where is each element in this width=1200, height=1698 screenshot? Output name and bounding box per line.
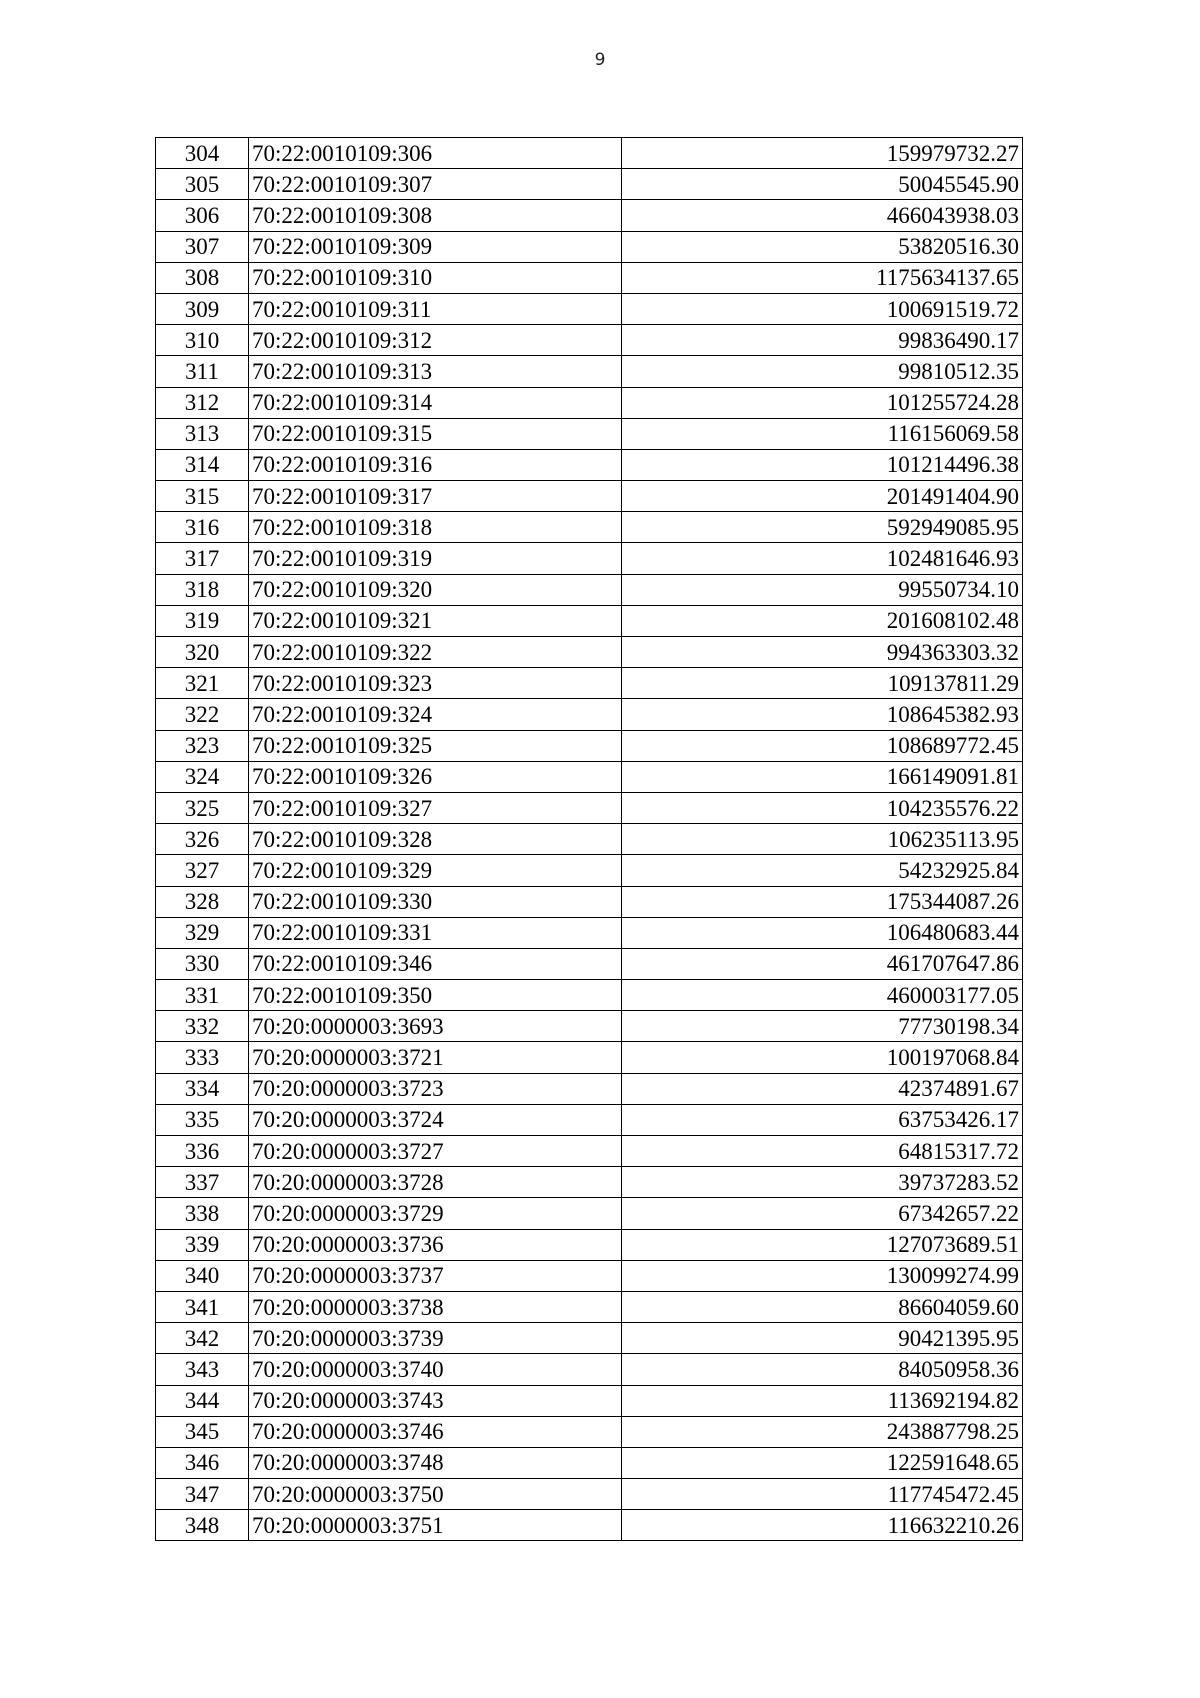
table-row: [156, 574, 1023, 605]
cadastral-value-cell: 90421395.95: [622, 1323, 1023, 1354]
cadastral-value-cell: 201491404.90: [622, 481, 1023, 512]
row-number-cell: 321: [156, 668, 249, 699]
table-row: [156, 605, 1023, 636]
cadastral-value-cell: 592949085.95: [622, 512, 1023, 543]
cadastral-number-cell: 70:22:0010109:325: [249, 730, 622, 761]
cadastral-value-cell: 42374891.67: [622, 1073, 1023, 1104]
cadastral-number-cell: 70:20:0000003:3724: [249, 1104, 622, 1135]
cadastral-number-cell: 70:20:0000003:3723: [249, 1073, 622, 1104]
cadastral-value-cell: 99550734.10: [622, 574, 1023, 605]
table-row: [156, 1323, 1023, 1354]
cadastral-number-cell: 70:22:0010109:323: [249, 668, 622, 699]
row-number-cell: 332: [156, 1011, 249, 1042]
cadastral-value-cell: 86604059.60: [622, 1291, 1023, 1322]
table-row: [156, 1510, 1023, 1541]
cadastral-number-cell: 70:22:0010109:320: [249, 574, 622, 605]
cadastral-number-cell: 70:22:0010109:310: [249, 262, 622, 293]
table-row: [156, 1011, 1023, 1042]
table-row: [156, 886, 1023, 917]
cadastral-value-cell: 130099274.99: [622, 1260, 1023, 1291]
row-number-cell: 313: [156, 418, 249, 449]
cadastral-value-cell: 54232925.84: [622, 855, 1023, 886]
cadastral-number-cell: 70:22:0010109:350: [249, 980, 622, 1011]
cadastral-number-cell: 70:20:0000003:3748: [249, 1447, 622, 1478]
table-row: [156, 387, 1023, 418]
cadastral-number-cell: 70:22:0010109:306: [249, 138, 622, 169]
row-number-cell: 325: [156, 792, 249, 823]
cadastral-value-cell: 159979732.27: [622, 138, 1023, 169]
cadastral-value-cell: 100691519.72: [622, 293, 1023, 324]
row-number-cell: 339: [156, 1229, 249, 1260]
table-row: [156, 1291, 1023, 1322]
cadastral-value-cell: 77730198.34: [622, 1011, 1023, 1042]
cadastral-value-cell: 460003177.05: [622, 980, 1023, 1011]
cadastral-value-cell: 116632210.26: [622, 1510, 1023, 1541]
table-row: [156, 792, 1023, 823]
cadastral-number-cell: 70:20:0000003:3739: [249, 1323, 622, 1354]
table-row: [156, 1167, 1023, 1198]
table-row: [156, 1198, 1023, 1229]
row-number-cell: 305: [156, 169, 249, 200]
cadastral-value-cell: 108645382.93: [622, 699, 1023, 730]
row-number-cell: 333: [156, 1042, 249, 1073]
row-number-cell: 315: [156, 481, 249, 512]
table-row: [156, 293, 1023, 324]
cadastral-number-cell: 70:20:0000003:3740: [249, 1354, 622, 1385]
cadastral-value-cell: 994363303.32: [622, 637, 1023, 668]
table-row: [156, 200, 1023, 231]
row-number-cell: 327: [156, 855, 249, 886]
cadastral-number-cell: 70:22:0010109:308: [249, 200, 622, 231]
row-number-cell: 319: [156, 605, 249, 636]
table-row: [156, 699, 1023, 730]
table-row: [156, 1447, 1023, 1478]
cadastral-number-cell: 70:20:0000003:3751: [249, 1510, 622, 1541]
cadastral-number-cell: 70:22:0010109:331: [249, 917, 622, 948]
cadastral-number-cell: 70:20:0000003:3746: [249, 1416, 622, 1447]
row-number-cell: 348: [156, 1510, 249, 1541]
cadastral-value-cell: 84050958.36: [622, 1354, 1023, 1385]
cadastral-number-cell: 70:22:0010109:328: [249, 824, 622, 855]
row-number-cell: 309: [156, 293, 249, 324]
table-row: [156, 356, 1023, 387]
cadastral-value-cell: 104235576.22: [622, 792, 1023, 823]
cadastral-value-cell: 116156069.58: [622, 418, 1023, 449]
table-row: [156, 1416, 1023, 1447]
row-number-cell: 310: [156, 325, 249, 356]
table-row: [156, 1042, 1023, 1073]
cadastral-number-cell: 70:22:0010109:322: [249, 637, 622, 668]
row-number-cell: 346: [156, 1447, 249, 1478]
cadastral-value-cell: 461707647.86: [622, 948, 1023, 979]
cadastral-value-cell: 243887798.25: [622, 1416, 1023, 1447]
table-row: [156, 449, 1023, 480]
cadastral-value-cell: 1175634137.65: [622, 262, 1023, 293]
table-row: [156, 948, 1023, 979]
cadastral-number-cell: 70:22:0010109:326: [249, 761, 622, 792]
cadastral-number-cell: 70:22:0010109:311: [249, 293, 622, 324]
cadastral-value-cell: 106480683.44: [622, 917, 1023, 948]
cadastral-number-cell: 70:22:0010109:317: [249, 481, 622, 512]
row-number-cell: 331: [156, 980, 249, 1011]
cadastral-number-cell: 70:22:0010109:314: [249, 387, 622, 418]
cadastral-number-cell: 70:20:0000003:3728: [249, 1167, 622, 1198]
cadastral-number-cell: 70:20:0000003:3736: [249, 1229, 622, 1260]
cadastral-value-cell: 175344087.26: [622, 886, 1023, 917]
cadastral-value-cell: 201608102.48: [622, 605, 1023, 636]
row-number-cell: 342: [156, 1323, 249, 1354]
table-row: [156, 730, 1023, 761]
cadastral-value-cell: 63753426.17: [622, 1104, 1023, 1135]
table-row: [156, 481, 1023, 512]
cadastral-value-cell: 39737283.52: [622, 1167, 1023, 1198]
cadastral-number-cell: 70:22:0010109:329: [249, 855, 622, 886]
row-number-cell: 336: [156, 1136, 249, 1167]
cadastral-value-cell: 127073689.51: [622, 1229, 1023, 1260]
table-row: [156, 761, 1023, 792]
row-number-cell: 337: [156, 1167, 249, 1198]
row-number-cell: 340: [156, 1260, 249, 1291]
row-number-cell: 347: [156, 1479, 249, 1510]
cadastral-number-cell: 70:22:0010109:309: [249, 231, 622, 262]
row-number-cell: 344: [156, 1385, 249, 1416]
cadastral-value-cell: 99810512.35: [622, 356, 1023, 387]
row-number-cell: 314: [156, 449, 249, 480]
table-row: [156, 231, 1023, 262]
table-body: [156, 138, 1023, 1541]
cadastral-number-cell: 70:22:0010109:315: [249, 418, 622, 449]
cadastral-value-cell: 166149091.81: [622, 761, 1023, 792]
row-number-cell: 311: [156, 356, 249, 387]
cadastral-number-cell: 70:22:0010109:318: [249, 512, 622, 543]
cadastral-number-cell: 70:20:0000003:3727: [249, 1136, 622, 1167]
table-row: [156, 980, 1023, 1011]
row-number-cell: 326: [156, 824, 249, 855]
cadastral-number-cell: 70:22:0010109:330: [249, 886, 622, 917]
row-number-cell: 323: [156, 730, 249, 761]
cadastral-value-cell: 101255724.28: [622, 387, 1023, 418]
cadastral-number-cell: 70:22:0010109:312: [249, 325, 622, 356]
table-row: [156, 1479, 1023, 1510]
cadastral-value-cell: 106235113.95: [622, 824, 1023, 855]
cadastral-value-cell: 122591648.65: [622, 1447, 1023, 1478]
table-row: [156, 824, 1023, 855]
table-row: [156, 1229, 1023, 1260]
row-number-cell: 324: [156, 761, 249, 792]
cadastral-value-cell: 102481646.93: [622, 543, 1023, 574]
row-number-cell: 304: [156, 138, 249, 169]
cadastral-value-cell: 101214496.38: [622, 449, 1023, 480]
table-row: [156, 1385, 1023, 1416]
row-number-cell: 306: [156, 200, 249, 231]
cadastral-number-cell: 70:22:0010109:321: [249, 605, 622, 636]
table-row: [156, 1260, 1023, 1291]
cadastral-number-cell: 70:20:0000003:3743: [249, 1385, 622, 1416]
cadastral-number-cell: 70:22:0010109:327: [249, 792, 622, 823]
table-row: [156, 1104, 1023, 1135]
table-row: [156, 169, 1023, 200]
cadastral-value-cell: 113692194.82: [622, 1385, 1023, 1416]
table-row: [156, 543, 1023, 574]
row-number-cell: 335: [156, 1104, 249, 1135]
table-row: [156, 138, 1023, 169]
table-row: [156, 917, 1023, 948]
table-row: [156, 1073, 1023, 1104]
row-number-cell: 334: [156, 1073, 249, 1104]
row-number-cell: 338: [156, 1198, 249, 1229]
cadastral-value-cell: 99836490.17: [622, 325, 1023, 356]
row-number-cell: 316: [156, 512, 249, 543]
table-row: [156, 418, 1023, 449]
table-row: [156, 637, 1023, 668]
cadastral-number-cell: 70:20:0000003:3693: [249, 1011, 622, 1042]
cadastral-number-cell: 70:22:0010109:313: [249, 356, 622, 387]
cadastral-number-cell: 70:22:0010109:324: [249, 699, 622, 730]
cadastral-number-cell: 70:20:0000003:3721: [249, 1042, 622, 1073]
cadastral-number-cell: 70:22:0010109:346: [249, 948, 622, 979]
table-row: [156, 668, 1023, 699]
row-number-cell: 318: [156, 574, 249, 605]
row-number-cell: 317: [156, 543, 249, 574]
cadastral-value-cell: 117745472.45: [622, 1479, 1023, 1510]
cadastral-value-cell: 100197068.84: [622, 1042, 1023, 1073]
cadastral-value-cell: 50045545.90: [622, 169, 1023, 200]
cadastral-number-cell: 70:22:0010109:316: [249, 449, 622, 480]
row-number-cell: 308: [156, 262, 249, 293]
row-number-cell: 345: [156, 1416, 249, 1447]
cadastral-value-cell: 67342657.22: [622, 1198, 1023, 1229]
cadastral-value-table: [155, 137, 1023, 1541]
row-number-cell: 341: [156, 1291, 249, 1322]
cadastral-number-cell: 70:22:0010109:307: [249, 169, 622, 200]
page-number: 9: [594, 50, 606, 70]
cadastral-number-cell: 70:20:0000003:3738: [249, 1291, 622, 1322]
row-number-cell: 329: [156, 917, 249, 948]
row-number-cell: 307: [156, 231, 249, 262]
cadastral-value-cell: 108689772.45: [622, 730, 1023, 761]
cadastral-value-cell: 53820516.30: [622, 231, 1023, 262]
table-row: [156, 855, 1023, 886]
row-number-cell: 328: [156, 886, 249, 917]
cadastral-number-cell: 70:20:0000003:3729: [249, 1198, 622, 1229]
cadastral-value-cell: 64815317.72: [622, 1136, 1023, 1167]
cadastral-number-cell: 70:20:0000003:3737: [249, 1260, 622, 1291]
table-row: [156, 1354, 1023, 1385]
cadastral-value-cell: 109137811.29: [622, 668, 1023, 699]
row-number-cell: 320: [156, 637, 249, 668]
row-number-cell: 343: [156, 1354, 249, 1385]
row-number-cell: 312: [156, 387, 249, 418]
cadastral-number-cell: 70:20:0000003:3750: [249, 1479, 622, 1510]
table-row: [156, 262, 1023, 293]
table-row: [156, 325, 1023, 356]
row-number-cell: 322: [156, 699, 249, 730]
cadastral-value-cell: 466043938.03: [622, 200, 1023, 231]
row-number-cell: 330: [156, 948, 249, 979]
table-row: [156, 1136, 1023, 1167]
cadastral-number-cell: 70:22:0010109:319: [249, 543, 622, 574]
table-row: [156, 512, 1023, 543]
